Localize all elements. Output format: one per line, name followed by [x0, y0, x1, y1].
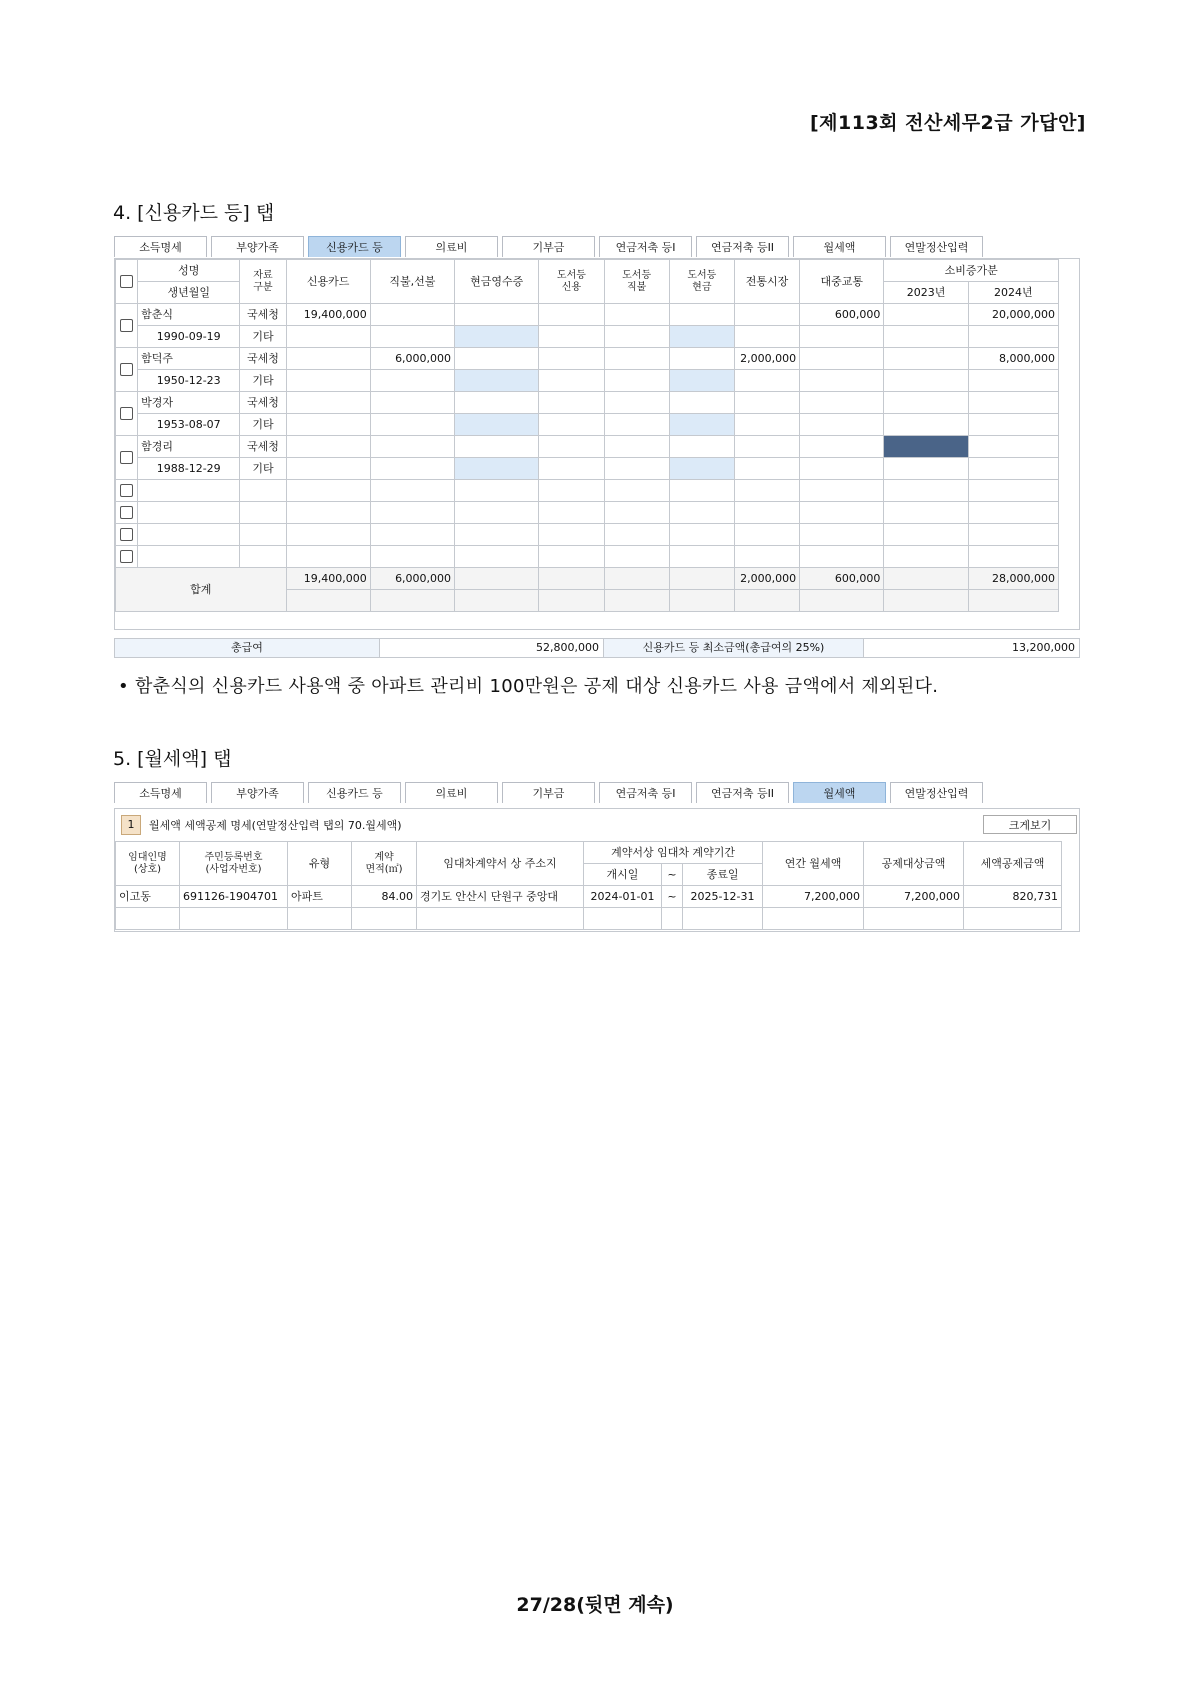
landlord-regno[interactable]: 691126-1904701 — [180, 886, 288, 908]
market-value[interactable] — [734, 436, 799, 458]
cell[interactable] — [604, 414, 669, 436]
person-birth[interactable]: 1988-12-29 — [138, 458, 240, 480]
header-address: 임대차계약서 상 주소지 — [417, 842, 584, 886]
cell[interactable] — [539, 436, 604, 458]
cell[interactable] — [539, 392, 604, 414]
y2024-value[interactable]: 8,000,000 — [968, 348, 1058, 370]
row-checkbox-cell[interactable] — [116, 502, 138, 524]
table-row[interactable] — [116, 304, 1059, 326]
person-birth[interactable]: 1990-09-19 — [138, 326, 240, 348]
cell[interactable] — [455, 414, 539, 436]
cell[interactable] — [968, 326, 1058, 348]
type-nts[interactable]: 국세청 — [240, 392, 286, 414]
header-type: 자료 구분 — [240, 260, 286, 304]
cell[interactable] — [286, 458, 370, 480]
cell[interactable] — [455, 348, 539, 370]
header-cash: 현금영수증 — [455, 260, 539, 304]
header-end: 종료일 — [683, 864, 763, 886]
cell[interactable] — [669, 348, 734, 370]
transit-value[interactable] — [800, 436, 884, 458]
y2024-value[interactable]: 20,000,000 — [968, 304, 1058, 326]
market-value[interactable] — [734, 304, 799, 326]
eligible-amount[interactable]: 7,200,000 — [864, 886, 964, 908]
header-market: 전통시장 — [734, 260, 799, 304]
rent-subtitle-row — [121, 815, 402, 835]
table-row[interactable] — [116, 326, 1059, 348]
header-type: 유형 — [288, 842, 352, 886]
row-checkbox-cell[interactable] — [116, 304, 138, 348]
select-all-checkbox[interactable] — [120, 275, 133, 288]
person-name[interactable]: 함춘식 — [138, 304, 240, 326]
rent-panel — [114, 808, 1080, 932]
cell[interactable] — [800, 370, 884, 392]
cell[interactable] — [884, 370, 968, 392]
gross-value: 52,800,000 — [380, 639, 604, 657]
person-name[interactable]: 함경리 — [138, 436, 240, 458]
row-checkbox-cell[interactable] — [116, 524, 138, 546]
transit-value[interactable] — [800, 392, 884, 414]
type-other[interactable]: 기타 — [240, 326, 286, 348]
tab-credit-card[interactable]: 신용카드 등 — [308, 782, 401, 803]
tab-dependents[interactable]: 부양가족 — [211, 782, 304, 803]
cell[interactable] — [455, 392, 539, 414]
table-row[interactable] — [116, 886, 1062, 908]
tab-pension-2[interactable]: 연금저축 등II — [696, 782, 789, 803]
row-checkbox-cell[interactable] — [116, 348, 138, 392]
tab-year-end[interactable]: 연말정산입력 — [890, 236, 983, 257]
tab-income[interactable]: 소득명세 — [114, 782, 207, 803]
tab-dependents[interactable]: 부양가족 — [211, 236, 304, 257]
y2024-value[interactable] — [968, 436, 1058, 458]
page-footer: 27/28(뒷면 계속) — [516, 1594, 674, 1616]
end-date[interactable]: 2025-12-31 — [683, 886, 763, 908]
header-credit: 세액공제금액 — [964, 842, 1062, 886]
credit-value[interactable]: 19,400,000 — [286, 304, 370, 326]
cell[interactable] — [604, 436, 669, 458]
selected-cell[interactable] — [884, 436, 968, 458]
header-period: 계약서상 임대차 계약기간 — [584, 842, 763, 864]
cell[interactable] — [669, 436, 734, 458]
cell[interactable] — [539, 458, 604, 480]
cell[interactable] — [604, 370, 669, 392]
person-name[interactable]: 박경자 — [138, 392, 240, 414]
credit-card-panel — [114, 258, 1080, 630]
cell[interactable] — [539, 304, 604, 326]
row-checkbox[interactable] — [120, 451, 133, 464]
type-other[interactable]: 기타 — [240, 370, 286, 392]
cell[interactable] — [884, 326, 968, 348]
cell[interactable] — [604, 304, 669, 326]
cell[interactable] — [539, 348, 604, 370]
cell[interactable] — [734, 326, 799, 348]
row-checkbox[interactable] — [120, 528, 133, 541]
row-checkbox[interactable] — [120, 363, 133, 376]
transit-value[interactable]: 600,000 — [800, 304, 884, 326]
table-row[interactable] — [116, 392, 1059, 414]
cell[interactable] — [455, 304, 539, 326]
cell[interactable] — [734, 414, 799, 436]
rent-subtitle: 월세액 세액공제 명세(연말정산입력 탭의 70.월세액) — [149, 819, 402, 832]
header-tilde: ~ — [662, 864, 683, 886]
total-debit: 6,000,000 — [370, 568, 454, 590]
table-row[interactable] — [116, 546, 1059, 568]
contract-address[interactable]: 경기도 안산시 단원구 중앙대 — [417, 886, 584, 908]
tab-credit-card[interactable]: 신용카드 등 — [308, 236, 401, 257]
gross-label: 총급여 — [115, 639, 380, 657]
person-birth[interactable]: 1953-08-07 — [138, 414, 240, 436]
tab-rent[interactable]: 월세액 — [793, 236, 886, 257]
cell[interactable] — [604, 326, 669, 348]
cell[interactable] — [669, 304, 734, 326]
cell[interactable] — [734, 458, 799, 480]
header-regno: 주민등록번호 (사업자번호) — [180, 842, 288, 886]
y2024-value[interactable] — [968, 392, 1058, 414]
type-other[interactable]: 기타 — [240, 414, 286, 436]
row-checkbox-cell[interactable] — [116, 392, 138, 436]
row-checkbox[interactable] — [120, 319, 133, 332]
debit-value[interactable] — [370, 392, 454, 414]
credit-card-table — [115, 259, 1059, 612]
tab-donation[interactable]: 기부금 — [502, 236, 595, 257]
cell[interactable] — [669, 326, 734, 348]
cell[interactable] — [370, 370, 454, 392]
type-other[interactable]: 기타 — [240, 458, 286, 480]
tax-credit-amount[interactable]: 820,731 — [964, 886, 1062, 908]
header-start: 개시일 — [584, 864, 662, 886]
annual-rent[interactable]: 7,200,000 — [763, 886, 864, 908]
table-row[interactable] — [116, 414, 1059, 436]
section-4-title: 4. [신용카드 등] 탭 — [113, 202, 275, 224]
cell[interactable] — [539, 414, 604, 436]
tab-medical[interactable]: 의료비 — [405, 782, 498, 803]
header-book-credit: 도서등 신용 — [539, 260, 604, 304]
cell[interactable] — [734, 370, 799, 392]
cell[interactable] — [968, 458, 1058, 480]
table-row[interactable] — [116, 480, 1059, 502]
note-text: • 함춘식의 신용카드 사용액 중 아파트 관리비 100만원은 공제 대상 신용카드 사용 금액에서 제외된다. — [118, 676, 939, 697]
debit-value[interactable] — [370, 436, 454, 458]
table-row[interactable] — [116, 502, 1059, 524]
cell[interactable] — [884, 304, 968, 326]
table-row[interactable] — [116, 370, 1059, 392]
section-number-badge: 1 — [121, 815, 141, 835]
credit-value[interactable] — [286, 392, 370, 414]
type-nts[interactable]: 국세청 — [240, 436, 286, 458]
cell[interactable] — [604, 458, 669, 480]
market-value[interactable] — [734, 392, 799, 414]
header-book-debit: 도서등 직불 — [604, 260, 669, 304]
header-name: 성명 — [138, 260, 240, 282]
select-all-checkbox-cell[interactable] — [116, 260, 138, 304]
header-credit: 신용카드 — [286, 260, 370, 304]
header-debit: 직불,선불 — [370, 260, 454, 304]
row-checkbox-cell[interactable] — [116, 436, 138, 480]
cell[interactable] — [669, 414, 734, 436]
debit-value[interactable]: 6,000,000 — [370, 348, 454, 370]
section-5-title: 5. [월세액] 탭 — [113, 748, 232, 770]
header-birth: 생년월일 — [138, 282, 240, 304]
header-increase: 소비증가분 — [884, 260, 1059, 282]
cell[interactable] — [286, 414, 370, 436]
tab-bar-1 — [114, 236, 992, 258]
cell[interactable] — [370, 326, 454, 348]
cell[interactable] — [800, 458, 884, 480]
document-header: [제113회 전산세무2급 가답안] — [809, 112, 1086, 134]
header-area: 계약 면적(㎡) — [352, 842, 417, 886]
row-checkbox[interactable] — [120, 506, 133, 519]
table-row[interactable] — [116, 458, 1059, 480]
cell[interactable] — [968, 370, 1058, 392]
cell[interactable] — [539, 370, 604, 392]
cell[interactable] — [455, 326, 539, 348]
cell[interactable] — [800, 414, 884, 436]
total-y2024: 28,000,000 — [968, 568, 1058, 590]
cell[interactable] — [604, 348, 669, 370]
transit-value[interactable] — [800, 348, 884, 370]
cell[interactable] — [370, 414, 454, 436]
table-row[interactable] — [116, 348, 1059, 370]
rent-table — [115, 841, 1062, 930]
cell[interactable] — [455, 436, 539, 458]
date-tilde: ~ — [662, 886, 683, 908]
cell[interactable] — [669, 370, 734, 392]
cell[interactable] — [669, 458, 734, 480]
tab-donation[interactable]: 기부금 — [502, 782, 595, 803]
tab-income[interactable]: 소득명세 — [114, 236, 207, 257]
total-transit: 600,000 — [800, 568, 884, 590]
table-row[interactable] — [116, 908, 1062, 930]
market-value[interactable]: 2,000,000 — [734, 348, 799, 370]
credit-value[interactable] — [286, 348, 370, 370]
header-2023: 2023년 — [884, 282, 968, 304]
header-book-cash: 도서등 현금 — [669, 260, 734, 304]
total-label: 합계 — [116, 568, 287, 612]
type-nts[interactable]: 국세청 — [240, 304, 286, 326]
contract-area[interactable]: 84.00 — [352, 886, 417, 908]
header-annual: 연간 월세액 — [763, 842, 864, 886]
row-checkbox-cell[interactable] — [116, 480, 138, 502]
cell[interactable] — [884, 348, 968, 370]
tab-bar-2 — [114, 782, 992, 804]
type-nts[interactable]: 국세청 — [240, 348, 286, 370]
landlord-name[interactable]: 이고동 — [116, 886, 180, 908]
tab-medical[interactable]: 의료비 — [405, 236, 498, 257]
housing-type[interactable]: 아파트 — [288, 886, 352, 908]
credit-value[interactable] — [286, 436, 370, 458]
cell[interactable] — [455, 370, 539, 392]
table-row[interactable] — [116, 524, 1059, 546]
debit-value[interactable] — [370, 304, 454, 326]
start-date[interactable]: 2024-01-01 — [584, 886, 662, 908]
cell[interactable] — [800, 326, 884, 348]
person-birth[interactable]: 1950-12-23 — [138, 370, 240, 392]
cell[interactable] — [370, 458, 454, 480]
tab-pension-1[interactable]: 연금저축 등I — [599, 782, 692, 803]
tab-pension-1[interactable]: 연금저축 등I — [599, 236, 692, 257]
header-2024: 2024년 — [968, 282, 1058, 304]
person-name[interactable]: 함덕주 — [138, 348, 240, 370]
cell[interactable] — [455, 458, 539, 480]
tab-pension-2[interactable]: 연금저축 등II — [696, 236, 789, 257]
cell[interactable] — [286, 370, 370, 392]
cell[interactable] — [884, 458, 968, 480]
row-checkbox-cell[interactable] — [116, 546, 138, 568]
cell[interactable] — [286, 326, 370, 348]
header-transit: 대중교통 — [800, 260, 884, 304]
total-row — [116, 568, 1059, 590]
cell[interactable] — [884, 414, 968, 436]
table-row[interactable] — [116, 436, 1059, 458]
header-landlord: 임대인명 (상호) — [116, 842, 180, 886]
tab-rent[interactable]: 월세액 — [793, 782, 886, 803]
total-credit: 19,400,000 — [286, 568, 370, 590]
tab-year-end[interactable]: 연말정산입력 — [890, 782, 983, 803]
total-market: 2,000,000 — [734, 568, 799, 590]
header-eligible: 공제대상금액 — [864, 842, 964, 886]
enlarge-button[interactable]: 크게보기 — [983, 815, 1077, 834]
totals-bar — [114, 638, 1080, 658]
cell[interactable] — [604, 392, 669, 414]
cell[interactable] — [669, 392, 734, 414]
cell[interactable] — [968, 414, 1058, 436]
min-amount-label: 신용카드 등 최소금액(총급여의 25%) — [604, 639, 864, 657]
min-amount-value: 13,200,000 — [1012, 641, 1075, 654]
cell[interactable] — [884, 392, 968, 414]
row-checkbox[interactable] — [120, 484, 133, 497]
cell[interactable] — [539, 326, 604, 348]
row-checkbox[interactable] — [120, 550, 133, 563]
row-checkbox[interactable] — [120, 407, 133, 420]
